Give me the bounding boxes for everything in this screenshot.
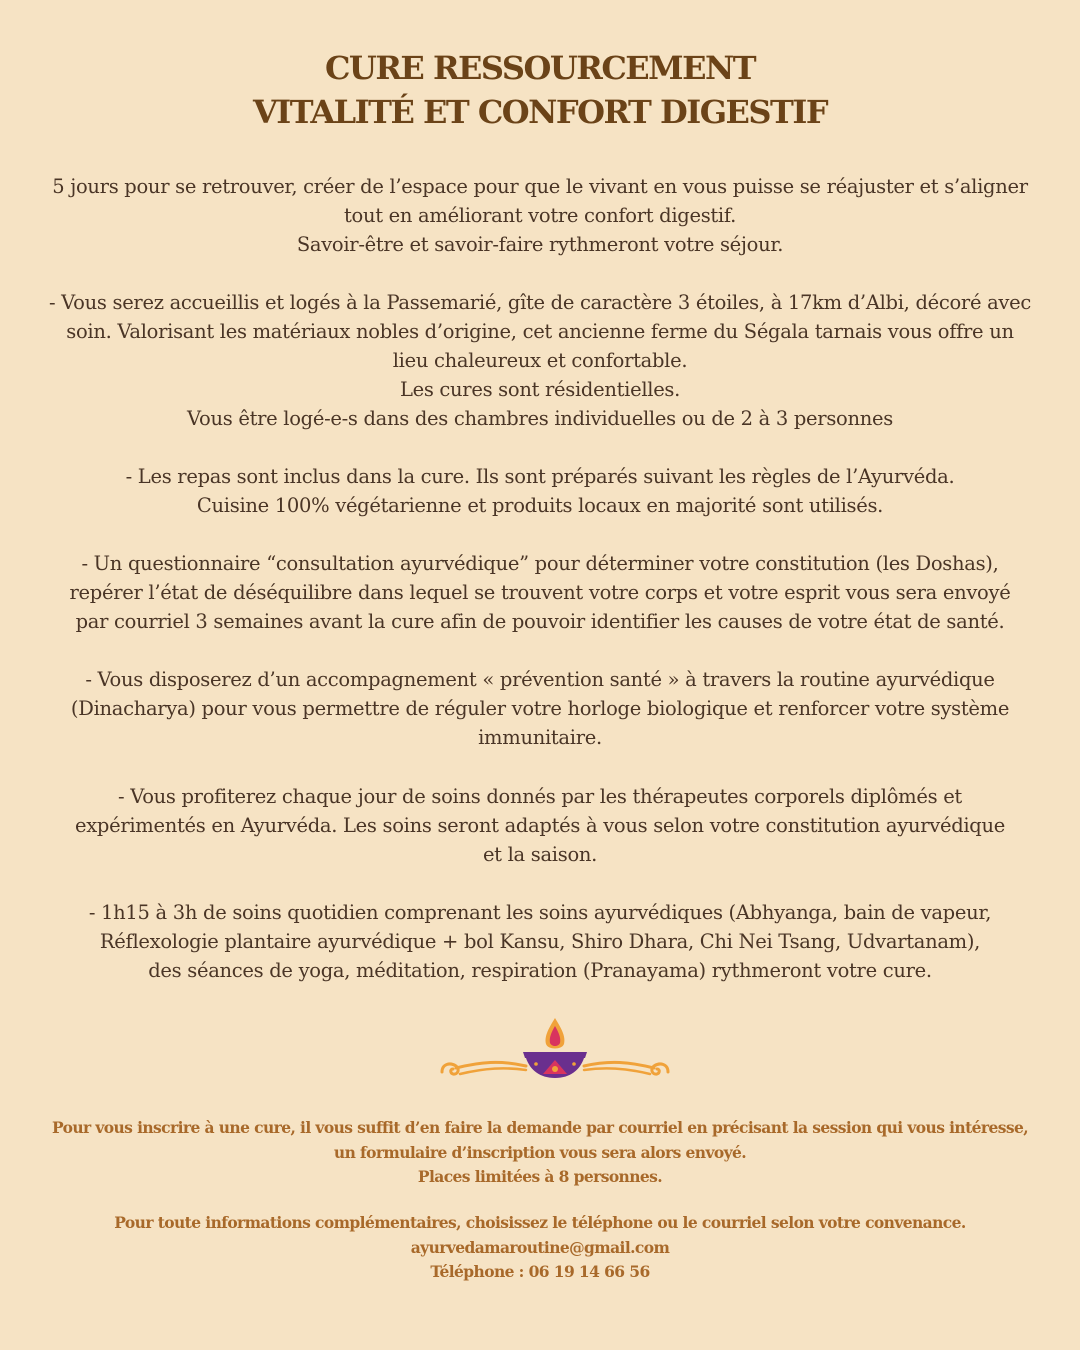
section-line: Cuisine 100% végétarienne et produits locaux en majorité sont utilisés.: [196, 494, 884, 517]
section-line: - Les repas sont inclus dans la cure. Ils sont préparés suivant les règles de l’Ayurvéda.: [125, 465, 955, 488]
intro-line: tout en améliorant votre confort digestif.: [343, 204, 736, 227]
section-accommodation: [30, 288, 1050, 433]
contact-email[interactable]: ayurvedamaroutine@gmail.com: [410, 1237, 670, 1257]
section-prevention: [30, 665, 1050, 752]
title-line-1: CURE RESSOURCEMENT: [324, 49, 756, 87]
section-line: - Vous serez accueillis et logés à la Passemarié, gîte de caractère 3 étoiles, à 17km d’Albi, décoré avec: [49, 291, 1031, 314]
registration-line: Pour vous inscrire à une cure, il vous suffit d’en faire la demande par courriel en précisant la session qui vous intéresse,: [51, 1118, 1029, 1137]
section-line: soin. Valorisant les matériaux nobles d’origine, cet ancienne ferme du Ségala tarnais vous offre un: [66, 320, 1014, 343]
section-line: - Vous disposerez d’un accompagnement « prévention santé » à travers la routine ayurvédique: [85, 668, 995, 691]
section-line: - Vous profiterez chaque jour de soins donnés par les thérapeutes corporels diplômés et: [118, 785, 962, 808]
contact-info: [20, 1211, 1060, 1285]
section-line: Les cures sont résidentielles.: [399, 378, 681, 401]
title-line-2: VITALITÉ ET CONFORT DIGESTIF: [252, 93, 828, 131]
section-line: repérer l’état de déséquilibre dans lequel se trouvent votre corps et votre esprit vous sera envoyé: [69, 581, 1011, 604]
section-questionnaire: [30, 549, 1050, 636]
section-line: des séances de yoga, méditation, respiration (Pranayama) rythmeront votre cure.: [148, 959, 932, 982]
registration-info: [20, 1116, 1060, 1190]
section-line: - 1h15 à 3h de soins quotidien comprenant les soins ayurvédiques (Abhyanga, bain de vapeur,: [88, 901, 992, 924]
section-line: - Un questionnaire “consultation ayurvédique” pour déterminer votre constitution (les Doshas),: [81, 552, 999, 575]
intro-line: Savoir-être et savoir-faire rythmeront votre séjour.: [296, 233, 784, 256]
intro-paragraph: [30, 172, 1050, 259]
section-line: (Dinacharya) pour vous permettre de réguler votre horloge biologique et renforcer votre système: [70, 697, 1010, 720]
section-line: immunitaire.: [478, 726, 602, 749]
registration-line: un formulaire d’inscription vous sera alors envoyé.: [333, 1142, 747, 1162]
section-line: par courriel 3 semaines avant la cure afin de pouvoir identifier les causes de votre état de santé.: [75, 610, 1005, 633]
section-meals: [30, 462, 1050, 520]
section-care: [30, 782, 1050, 869]
intro-line: 5 jours pour se retrouver, créer de l’espace pour que le vivant en vous puisse se réajuster et s’aligner: [52, 175, 1028, 198]
diya-lamp-icon: [440, 1012, 670, 1087]
section-daily-program: [30, 898, 1050, 985]
contact-phone[interactable]: Téléphone : 06 19 14 66 56: [430, 1262, 650, 1281]
section-line: et la saison.: [482, 843, 598, 866]
section-line: lieu chaleureux et confortable.: [392, 349, 688, 372]
section-line: Vous être logé-e-s dans des chambres individuelles ou de 2 à 3 personnes: [187, 407, 893, 430]
section-line: Réflexologie plantaire ayurvédique + bol Kansu, Shiro Dhara, Chi Nei Tsang, Udvartanam),: [99, 930, 981, 953]
section-line: expérimentés en Ayurvéda. Les soins seront adaptés à vous selon votre constitution ayurvédique: [74, 814, 1005, 837]
registration-line: Places limitées à 8 personnes.: [417, 1167, 663, 1186]
contact-intro: Pour toute informations complémentaires, choisissez le téléphone ou le courriel selon votre convenance.: [114, 1213, 966, 1232]
